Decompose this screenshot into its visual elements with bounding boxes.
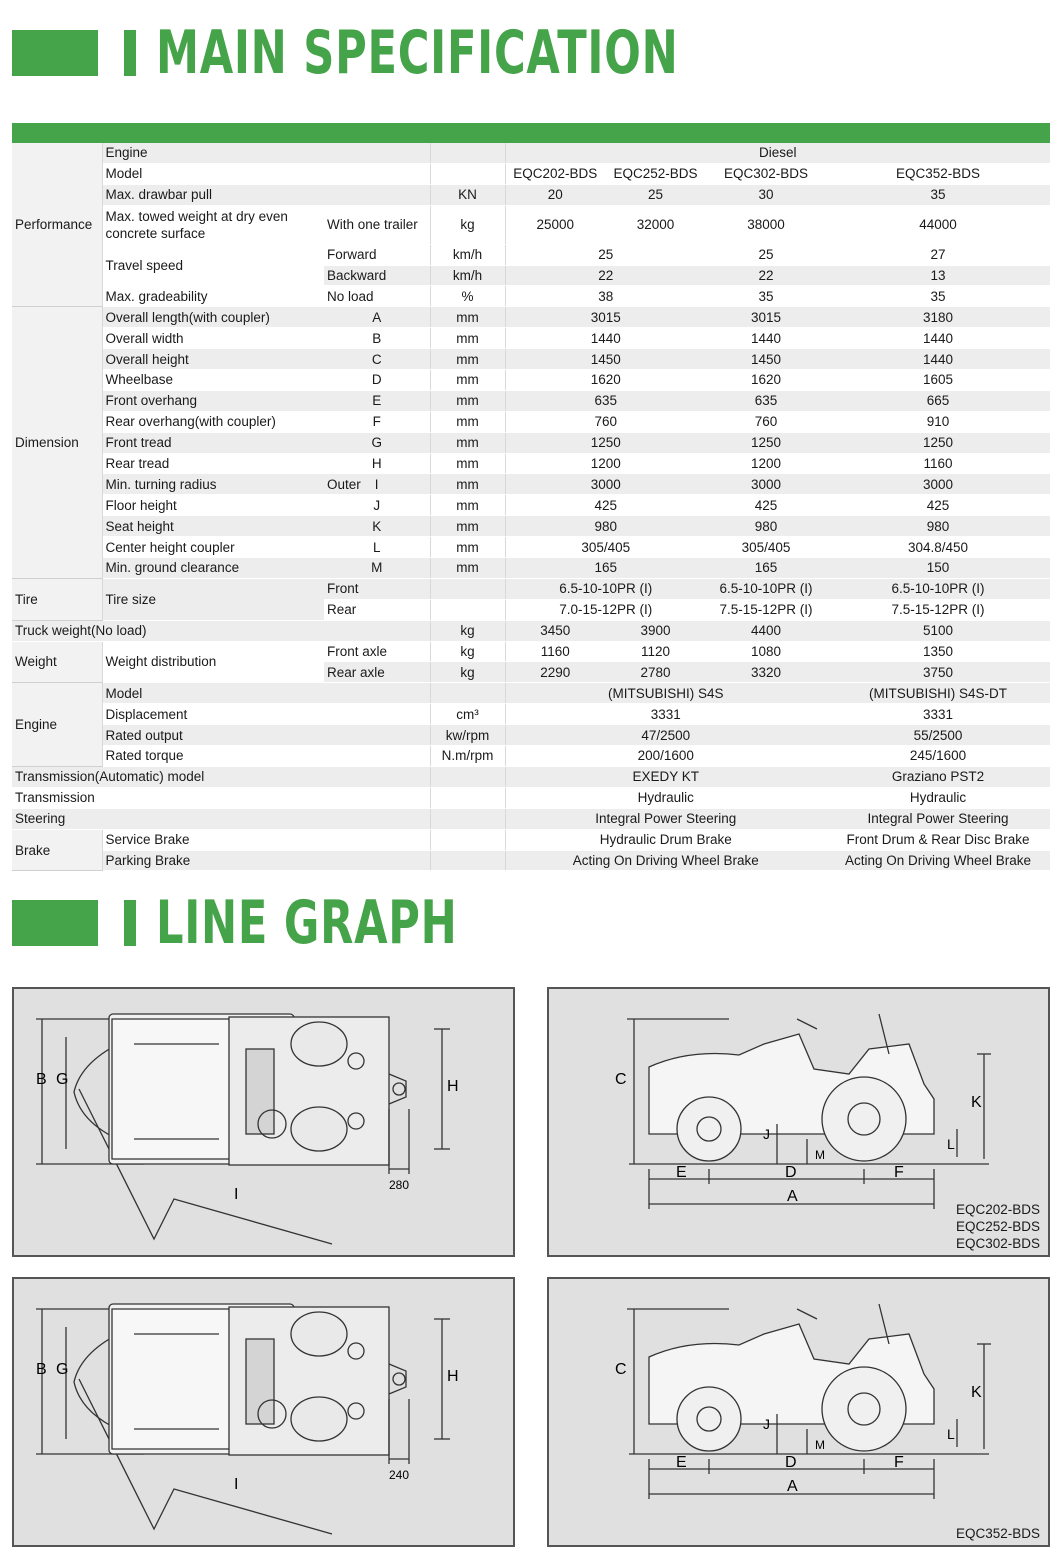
cell-value: 38000 <box>706 205 826 244</box>
cell-value: Hydraulic <box>826 787 1050 808</box>
cell-value: 25 <box>505 244 706 265</box>
cell-value: Hydraulic <box>505 787 826 808</box>
condition-cell <box>324 474 430 495</box>
cell-value: 1250 <box>706 432 826 453</box>
dim-label: K <box>971 1384 982 1401</box>
cell-value: 3320 <box>706 662 826 683</box>
cell-value: 35 <box>706 286 826 307</box>
dimension-code: A <box>324 307 430 328</box>
cell-value: Acting On Driving Wheel Brake <box>505 850 826 871</box>
cell-value: 980 <box>505 516 706 537</box>
row-label: Max. gradeability <box>102 286 324 307</box>
cell-value: 3015 <box>505 307 706 328</box>
row-label: Service Brake <box>102 829 324 850</box>
table-row <box>12 808 1050 829</box>
unit-cell: mm <box>430 453 505 474</box>
header-accent-pipe <box>124 900 136 946</box>
cell-value: 20 <box>505 184 605 205</box>
cell-value: 1450 <box>505 349 706 370</box>
unit-cell: km/h <box>430 265 505 286</box>
cell-value: 1440 <box>826 349 1050 370</box>
table-row <box>12 537 1050 558</box>
table-row <box>12 558 1050 579</box>
dim-label: F <box>894 1454 904 1471</box>
spec-table <box>12 143 1050 871</box>
dim-label: J <box>763 1416 770 1432</box>
row-label: Max. drawbar pull <box>102 184 324 205</box>
table-row <box>12 704 1050 725</box>
dim-label: D <box>785 1454 797 1471</box>
dimension-code: G <box>324 432 430 453</box>
condition-cell: Rear <box>324 599 430 620</box>
unit-cell: kg <box>430 662 505 683</box>
condition-cell: Forward <box>324 244 430 265</box>
cell-value: 425 <box>706 495 826 516</box>
dimension-code: H <box>324 453 430 474</box>
dim-label: G <box>56 1361 69 1378</box>
cell-value: EXEDY KT <box>505 766 826 787</box>
cell-value: 1120 <box>605 641 706 662</box>
cell-value: 1440 <box>826 328 1050 349</box>
condition-cell: Backward <box>324 265 430 286</box>
cell-value: Integral Power Steering <box>505 808 826 829</box>
header-accent-bar <box>12 900 98 946</box>
unit-cell: km/h <box>430 244 505 265</box>
table-row <box>12 143 1050 163</box>
table-row <box>12 683 1050 704</box>
table-row <box>12 766 1050 787</box>
row-label: Model <box>102 163 324 184</box>
table-row <box>12 620 1050 641</box>
cell-value: 980 <box>826 516 1050 537</box>
dimension-code: K <box>324 516 430 537</box>
row-label: Front tread <box>102 432 324 453</box>
cell-value: 305/405 <box>706 537 826 558</box>
dim-label: A <box>787 1478 798 1495</box>
cell-value: 6.5-10-10PR (I) <box>505 578 706 599</box>
row-label: Weight distribution <box>102 641 324 683</box>
table-row <box>12 307 1050 328</box>
side-view-diagram-1 <box>547 987 1050 1257</box>
model-list <box>956 1201 1040 1252</box>
dim-label: F <box>894 1164 904 1181</box>
dimension-code: L <box>324 537 430 558</box>
table-row <box>12 850 1050 871</box>
model-header: EQC352-BDS <box>826 163 1050 184</box>
table-row <box>12 390 1050 411</box>
table-row <box>12 244 1050 265</box>
table-row <box>12 432 1050 453</box>
row-label: Displacement <box>102 704 324 725</box>
dim-label: H <box>447 1368 459 1385</box>
row-label: Rear overhang(with coupler) <box>102 411 324 432</box>
cell-value: 25000 <box>505 205 605 244</box>
cell-value: 304.8/450 <box>826 537 1050 558</box>
row-label: Wheelbase <box>102 370 324 391</box>
cell-value: 22 <box>706 265 826 286</box>
row-label: Floor height <box>102 495 324 516</box>
cell-value: 44000 <box>826 205 1050 244</box>
condition-cell: With one trailer <box>324 205 430 244</box>
dim-label: E <box>676 1164 687 1181</box>
table-row <box>12 516 1050 537</box>
cell-value: 55/2500 <box>826 725 1050 746</box>
row-label: Rated output <box>102 725 324 746</box>
unit-cell: mm <box>430 370 505 391</box>
table-row <box>12 163 1050 184</box>
side-view-drawing <box>549 1279 1048 1545</box>
cell-value: 165 <box>505 558 706 579</box>
cell-value: 150 <box>826 558 1050 579</box>
row-label: Min. ground clearance <box>102 558 324 579</box>
cell-value: 3331 <box>505 704 826 725</box>
table-row <box>12 453 1050 474</box>
table-row <box>12 578 1050 599</box>
row-label: Overall length(with coupler) <box>102 307 324 328</box>
cell-value: Hydraulic Drum Brake <box>505 829 826 850</box>
row-label: Min. turning radius <box>102 474 324 495</box>
side-view-diagram-2 <box>547 1277 1050 1547</box>
cell-value: 3000 <box>706 474 826 495</box>
cell-value: (MITSUBISHI) S4S <box>505 683 826 704</box>
cell-value: 1200 <box>706 453 826 474</box>
cell-value: 38 <box>505 286 706 307</box>
unit-cell: kw/rpm <box>430 725 505 746</box>
cell-value: 1080 <box>706 641 826 662</box>
cell-value: 27 <box>826 244 1050 265</box>
cell-value: 1620 <box>505 370 706 391</box>
cell-value: 3900 <box>605 620 706 641</box>
cell-value: 6.5-10-10PR (I) <box>706 578 826 599</box>
condition-cell: Front axle <box>324 641 430 662</box>
model-header: EQC302-BDS <box>706 163 826 184</box>
table-header-strip <box>12 123 1050 143</box>
cell-value: Integral Power Steering <box>826 808 1050 829</box>
table-row <box>12 787 1050 808</box>
model-label: EQC252-BDS <box>955 1219 1040 1234</box>
top-view-diagram-1 <box>12 987 515 1257</box>
dim-label: M <box>815 1438 825 1452</box>
dim-label: C <box>615 1361 627 1378</box>
cell-value: (MITSUBISHI) S4S-DT <box>826 683 1050 704</box>
condition-cell: No load <box>324 286 430 307</box>
group-transmission-model: Transmission(Automatic) model <box>12 766 324 787</box>
top-view-drawing <box>14 1279 513 1545</box>
unit-cell: mm <box>430 474 505 495</box>
dim-label: I <box>234 1476 239 1493</box>
dimension-code: M <box>324 558 430 579</box>
spec-section-title: MAIN SPECIFICATION <box>156 18 679 88</box>
unit-cell: mm <box>430 495 505 516</box>
cell-value: 1350 <box>826 641 1050 662</box>
cell-value: 1160 <box>826 453 1050 474</box>
cell-value: 3750 <box>826 662 1050 683</box>
unit-cell: kg <box>430 641 505 662</box>
table-row <box>12 184 1050 205</box>
table-row <box>12 641 1050 662</box>
cell-value: 1440 <box>505 328 706 349</box>
cell-value: 4400 <box>706 620 826 641</box>
row-label: Engine <box>102 143 324 163</box>
top-view-diagram-2 <box>12 1277 515 1547</box>
dim-label: I <box>234 1186 239 1203</box>
unit-cell <box>430 683 505 704</box>
unit-cell: mm <box>430 390 505 411</box>
cell-value: 980 <box>706 516 826 537</box>
dimension-code: F <box>324 411 430 432</box>
dim-label: C <box>615 1071 627 1088</box>
group-transmission: Transmission <box>12 787 324 808</box>
condition-cell: Front <box>324 578 430 599</box>
unit-cell: N.m/rpm <box>430 746 505 767</box>
dim-label: 240 <box>389 1468 410 1482</box>
top-view-drawing <box>14 989 513 1255</box>
cell-value: Acting On Driving Wheel Brake <box>826 850 1050 871</box>
cell-value: Graziano PST2 <box>826 766 1050 787</box>
cell-value: 3450 <box>505 620 605 641</box>
cell-value: 35 <box>826 184 1050 205</box>
cell-value: 22 <box>505 265 706 286</box>
header-accent-bar <box>12 30 98 76</box>
cell-value: 1250 <box>505 432 706 453</box>
cell-value: 35 <box>826 286 1050 307</box>
unit-cell: mm <box>430 307 505 328</box>
cell-value: 32000 <box>605 205 706 244</box>
cell-value: 1440 <box>706 328 826 349</box>
dim-label: J <box>763 1126 770 1142</box>
cell-value: 665 <box>826 390 1050 411</box>
group-brake: Brake <box>12 829 102 871</box>
dim-label: M <box>815 1148 825 1162</box>
row-label: Overall height <box>102 349 324 370</box>
cell-value: 1620 <box>706 370 826 391</box>
row-label: Model <box>102 683 324 704</box>
cell-value: 30 <box>706 184 826 205</box>
cell-value: 910 <box>826 411 1050 432</box>
cell-value: 760 <box>505 411 706 432</box>
group-steering: Steering <box>12 808 324 829</box>
dimension-code: D <box>324 370 430 391</box>
cell-value: 425 <box>826 495 1050 516</box>
model-label: EQC302-BDS <box>955 1236 1040 1251</box>
row-label: Seat height <box>102 516 324 537</box>
unit-cell: kg <box>430 620 505 641</box>
table-row <box>12 411 1050 432</box>
table-row <box>12 370 1050 391</box>
group-truck-weight: Truck weight(No load) <box>12 620 324 641</box>
cell-value: 47/2500 <box>505 725 826 746</box>
dim-label: A <box>787 1188 798 1205</box>
dimension-code: J <box>324 495 430 516</box>
cell-value: 2290 <box>505 662 605 683</box>
row-label: Center height coupler <box>102 537 324 558</box>
table-row <box>12 474 1050 495</box>
cell-value: 760 <box>706 411 826 432</box>
dimension-code: B <box>324 328 430 349</box>
table-row <box>12 746 1050 767</box>
dimension-code: C <box>324 349 430 370</box>
cell-value: 7.5-15-12PR (I) <box>706 599 826 620</box>
unit-cell: mm <box>430 349 505 370</box>
cell-value: Front Drum & Rear Disc Brake <box>826 829 1050 850</box>
model-header: EQC252-BDS <box>605 163 706 184</box>
cell-value: 7.5-15-12PR (I) <box>826 599 1050 620</box>
row-label: Parking Brake <box>102 850 324 871</box>
cell-value: 1605 <box>826 370 1050 391</box>
model-label: EQC352-BDS <box>955 1526 1040 1541</box>
table-row <box>12 205 1050 244</box>
row-label: Rated torque <box>102 746 324 767</box>
cell-value: 165 <box>706 558 826 579</box>
table-row <box>12 286 1050 307</box>
cell-value: 305/405 <box>505 537 706 558</box>
table-row <box>12 829 1050 850</box>
cell-value: 1250 <box>826 432 1050 453</box>
cell-value: 1160 <box>505 641 605 662</box>
cell-value: 245/1600 <box>826 746 1050 767</box>
cell-value: 1450 <box>706 349 826 370</box>
dim-label: K <box>971 1094 982 1111</box>
dim-label: L <box>947 1426 955 1442</box>
unit-cell: KN <box>430 184 505 205</box>
cell-value: 200/1600 <box>505 746 826 767</box>
dim-label: 280 <box>389 1178 410 1192</box>
cell-value: 635 <box>706 390 826 411</box>
cell-value: 7.0-15-12PR (I) <box>505 599 706 620</box>
cell-value: 25 <box>706 244 826 265</box>
model-list <box>956 1525 1040 1542</box>
dim-label: L <box>947 1136 955 1152</box>
row-label: Overall width <box>102 328 324 349</box>
table-row <box>12 328 1050 349</box>
cell-value: 1200 <box>505 453 706 474</box>
model-label: EQC202-BDS <box>955 1202 1040 1217</box>
model-header: EQC202-BDS <box>505 163 605 184</box>
row-label: Tire size <box>102 578 324 620</box>
condition-text: Outer <box>327 476 361 492</box>
row-label: Travel speed <box>102 244 324 286</box>
row-label: Max. towed weight at dry even concrete surface <box>102 205 324 244</box>
unit-cell: mm <box>430 558 505 579</box>
table-row <box>12 495 1050 516</box>
table-row <box>12 349 1050 370</box>
dim-label: E <box>676 1454 687 1471</box>
cell-value: 3000 <box>826 474 1050 495</box>
dim-label: B <box>36 1361 47 1378</box>
condition-cell: Rear axle <box>324 662 430 683</box>
dim-label: D <box>785 1164 797 1181</box>
unit-cell: cm³ <box>430 704 505 725</box>
cell-value: 3331 <box>826 704 1050 725</box>
cell-value: Diesel <box>505 143 1050 163</box>
unit-cell: mm <box>430 411 505 432</box>
unit-cell: mm <box>430 516 505 537</box>
header-accent-pipe <box>124 30 136 76</box>
cell-value: 635 <box>505 390 706 411</box>
unit-cell: mm <box>430 328 505 349</box>
dim-label: H <box>447 1078 459 1095</box>
cell-value: 25 <box>605 184 706 205</box>
dim-label: G <box>56 1071 69 1088</box>
dimension-code: E <box>324 390 430 411</box>
group-tire: Tire <box>12 578 102 620</box>
row-label: Front overhang <box>102 390 324 411</box>
graph-section-title: LINE GRAPH <box>156 888 458 958</box>
unit-cell: mm <box>430 432 505 453</box>
dimension-code: I <box>374 476 379 492</box>
cell-value: 3000 <box>505 474 706 495</box>
group-engine: Engine <box>12 683 102 767</box>
cell-value: 3180 <box>826 307 1050 328</box>
unit-cell: kg <box>430 205 505 244</box>
group-dimension: Dimension <box>12 307 102 579</box>
row-label: Rear tread <box>102 453 324 474</box>
cell-value: 3015 <box>706 307 826 328</box>
cell-value: 13 <box>826 265 1050 286</box>
unit-cell: mm <box>430 537 505 558</box>
table-row <box>12 725 1050 746</box>
cell-value: 5100 <box>826 620 1050 641</box>
group-weight: Weight <box>12 641 102 683</box>
cell-value: 425 <box>505 495 706 516</box>
dim-label: B <box>36 1071 47 1088</box>
cell-value: 2780 <box>605 662 706 683</box>
group-performance: Performance <box>12 143 102 307</box>
unit-cell: % <box>430 286 505 307</box>
cell-value: 6.5-10-10PR (I) <box>826 578 1050 599</box>
